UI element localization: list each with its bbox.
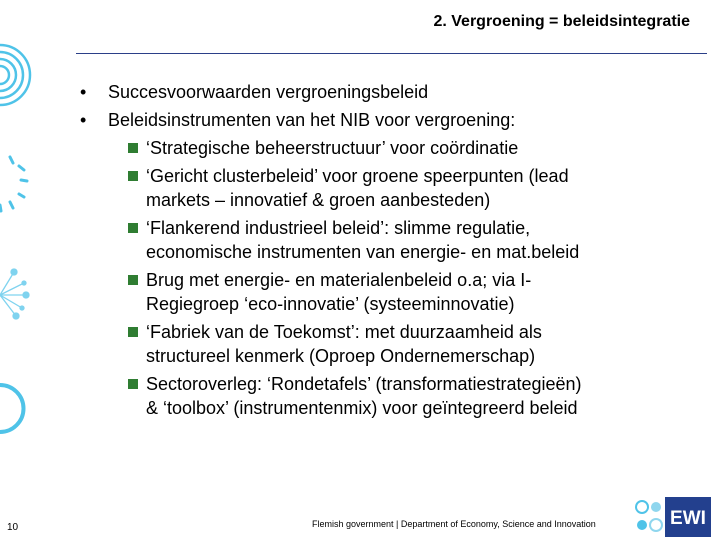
square-bullet — [128, 327, 138, 337]
subbullet-item — [80, 164, 700, 212]
subbullet-line: ‘Fabriek van de Toekomst’: met duurzaamheid als — [146, 322, 542, 342]
subbullet-item — [80, 372, 700, 420]
subbullet-line: Sectoroverleg: ‘Rondetafels’ (transformatiestrategieën) — [146, 374, 582, 394]
subbullet-text: ‘Strategische beheerstructuur’ voor coördinatie — [146, 138, 519, 158]
bullet-text: Succesvoorwaarden vergroeningsbeleid — [108, 82, 429, 102]
subbullet-line: & ‘toolbox’ (instrumentenmix) voor geïntegreerd beleid — [146, 398, 578, 418]
sunburst-icon — [0, 157, 27, 211]
subbullet-line: economische instrumenten van energie- en mat.beleid — [146, 242, 580, 262]
title-divider — [76, 53, 707, 54]
subbullet-line: ‘Gericht clusterbeleid’ voor groene speerpunten (lead — [146, 166, 569, 186]
page-number: 10 — [7, 522, 19, 533]
square-bullet — [128, 223, 138, 233]
slide-content — [80, 80, 700, 424]
network-node-icon — [0, 269, 29, 319]
subbullet-line: markets – innovatief & groen aanbesteden) — [146, 190, 491, 210]
ewi-logo — [633, 497, 713, 537]
bullet-dot: • — [80, 110, 87, 130]
square-bullet — [128, 171, 138, 181]
square-bullet — [128, 379, 138, 389]
decorative-side-graphic — [0, 0, 60, 470]
bullet-dot: • — [80, 82, 87, 102]
footer-credit: Flemish government | Department of Economy, Science and Innovation — [312, 519, 596, 529]
square-bullet — [128, 275, 138, 285]
logo-text: EWI — [670, 508, 706, 529]
subbullet-line: Brug met energie- en materialenbeleid o.a; via I- — [146, 270, 532, 290]
bullet-item — [80, 108, 700, 132]
arc-icon — [0, 385, 24, 432]
concentric-rings-icon — [0, 45, 30, 105]
bullet-item — [80, 80, 700, 104]
subbullet-line: structureel kenmerk (Oproep Ondernemerschap) — [146, 346, 536, 366]
subbullet-line: Regiegroep ‘eco-innovatie’ (systeeminnovatie) — [146, 294, 515, 314]
subbullet-item — [80, 136, 700, 160]
subbullet-item — [80, 268, 700, 316]
slide-title: 2. Vergroening = beleidsintegratie — [433, 13, 690, 30]
bullet-text: Beleidsinstrumenten van het NIB voor vergroening: — [108, 110, 516, 130]
subbullet-item — [80, 216, 700, 264]
subbullet-line: ‘Flankerend industrieel beleid’: slimme regulatie, — [146, 218, 531, 238]
square-bullet — [128, 143, 138, 153]
subbullet-item — [80, 320, 700, 368]
